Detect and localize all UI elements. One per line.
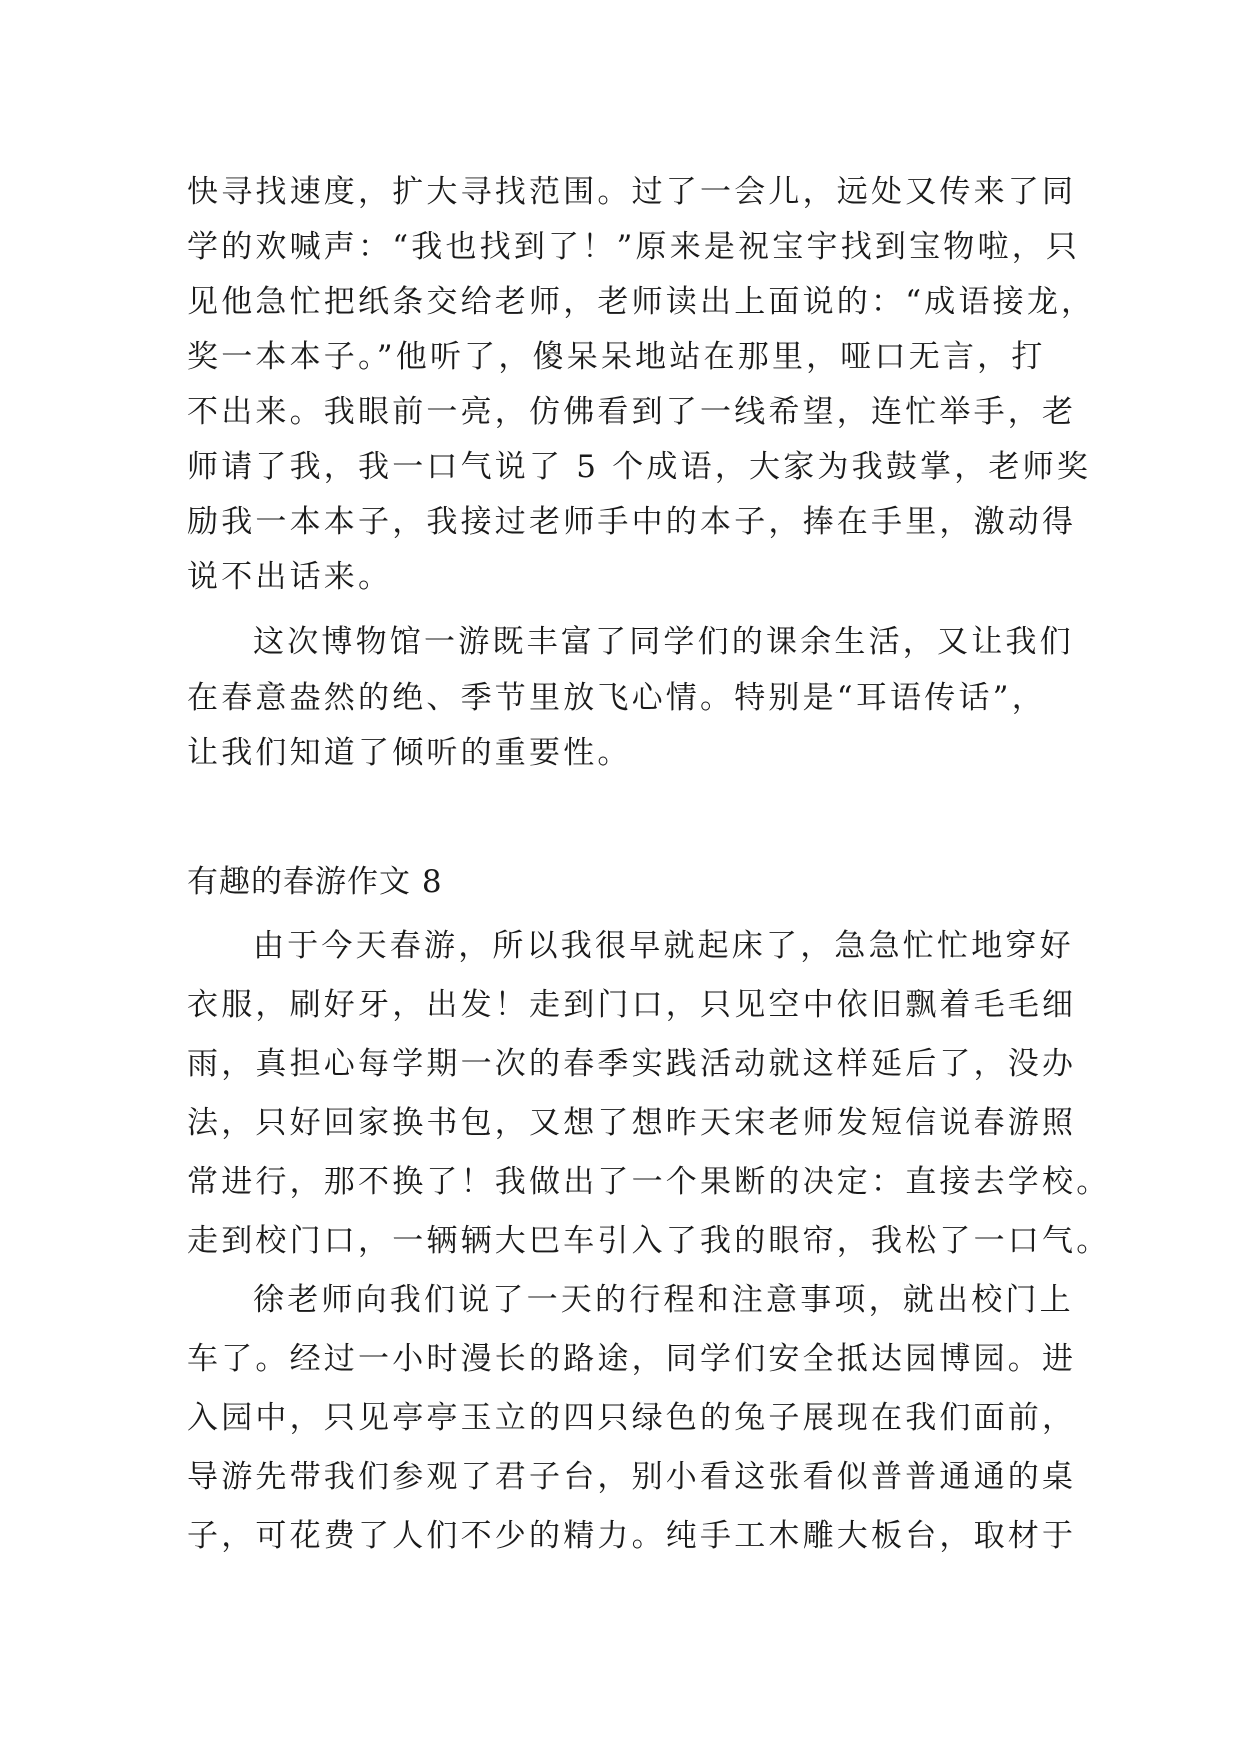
section-heading: 有趣的春游作文 8	[187, 864, 443, 900]
paragraph-first-line: 徐老师向我们说了一天的行程和注意事项，就出校门上	[253, 1282, 1074, 1318]
text-line: 奖一本本子。”他听了，傻呆呆地站在那里，哑口无言，打	[187, 339, 1046, 375]
text-line: 雨，真担心每学期一次的春季实践活动就这样延后了，没办	[187, 1046, 1077, 1082]
text-line: 快寻找速度，扩大寻找范围。过了一会儿，远处又传来了同	[187, 174, 1077, 210]
text-line: 导游先带我们参观了君子台，别小看这张看似普普通通的桌	[187, 1459, 1077, 1495]
text-line: 子，可花费了人们不少的精力。纯手工木雕大板台，取材于	[187, 1518, 1077, 1554]
text-line: 常进行，那不换了！我做出了一个果断的决定：直接去学校。	[187, 1164, 1111, 1200]
text-line: 师请了我，我一口气说了 5 个成语，大家为我鼓掌，老师奖	[187, 449, 1092, 485]
text-line: 衣服，刷好牙，出发！走到门口，只见空中依旧飘着毛毛细	[187, 987, 1077, 1023]
paragraph-first-line: 这次博物馆一游既丰富了同学们的课余生活，又让我们	[253, 624, 1074, 660]
text-line: 学的欢喊声：“我也找到了！”原来是祝宝宇找到宝物啦，只	[187, 229, 1081, 265]
text-line: 法，只好回家换书包，又想了想昨天宋老师发短信说春游照	[187, 1105, 1077, 1141]
text-line: 不出来。我眼前一亮，仿佛看到了一线希望，连忙举手，老	[187, 394, 1077, 430]
text-line: 车了。经过一小时漫长的路途，同学们安全抵达园博园。进	[187, 1341, 1077, 1377]
text-line: 走到校门口，一辆辆大巴车引入了我的眼帘，我松了一口气。	[187, 1223, 1111, 1259]
text-line: 说不出话来。	[187, 559, 393, 595]
paragraph-first-line: 由于今天春游，所以我很早就起床了，急急忙忙地穿好	[253, 928, 1074, 964]
text-line: 励我一本本子，我接过老师手中的本子，捧在手里，激动得	[187, 504, 1077, 540]
text-line: 在春意盎然的绝、季节里放飞心情。特别是“耳语传话”，	[187, 680, 1046, 716]
text-line: 入园中，只见亭亭玉立的四只绿色的兔子展现在我们面前，	[187, 1400, 1077, 1436]
text-line: 见他急忙把纸条交给老师，老师读出上面说的：“成语接龙，	[187, 284, 1096, 320]
text-line: 让我们知道了倾听的重要性。	[187, 735, 632, 771]
